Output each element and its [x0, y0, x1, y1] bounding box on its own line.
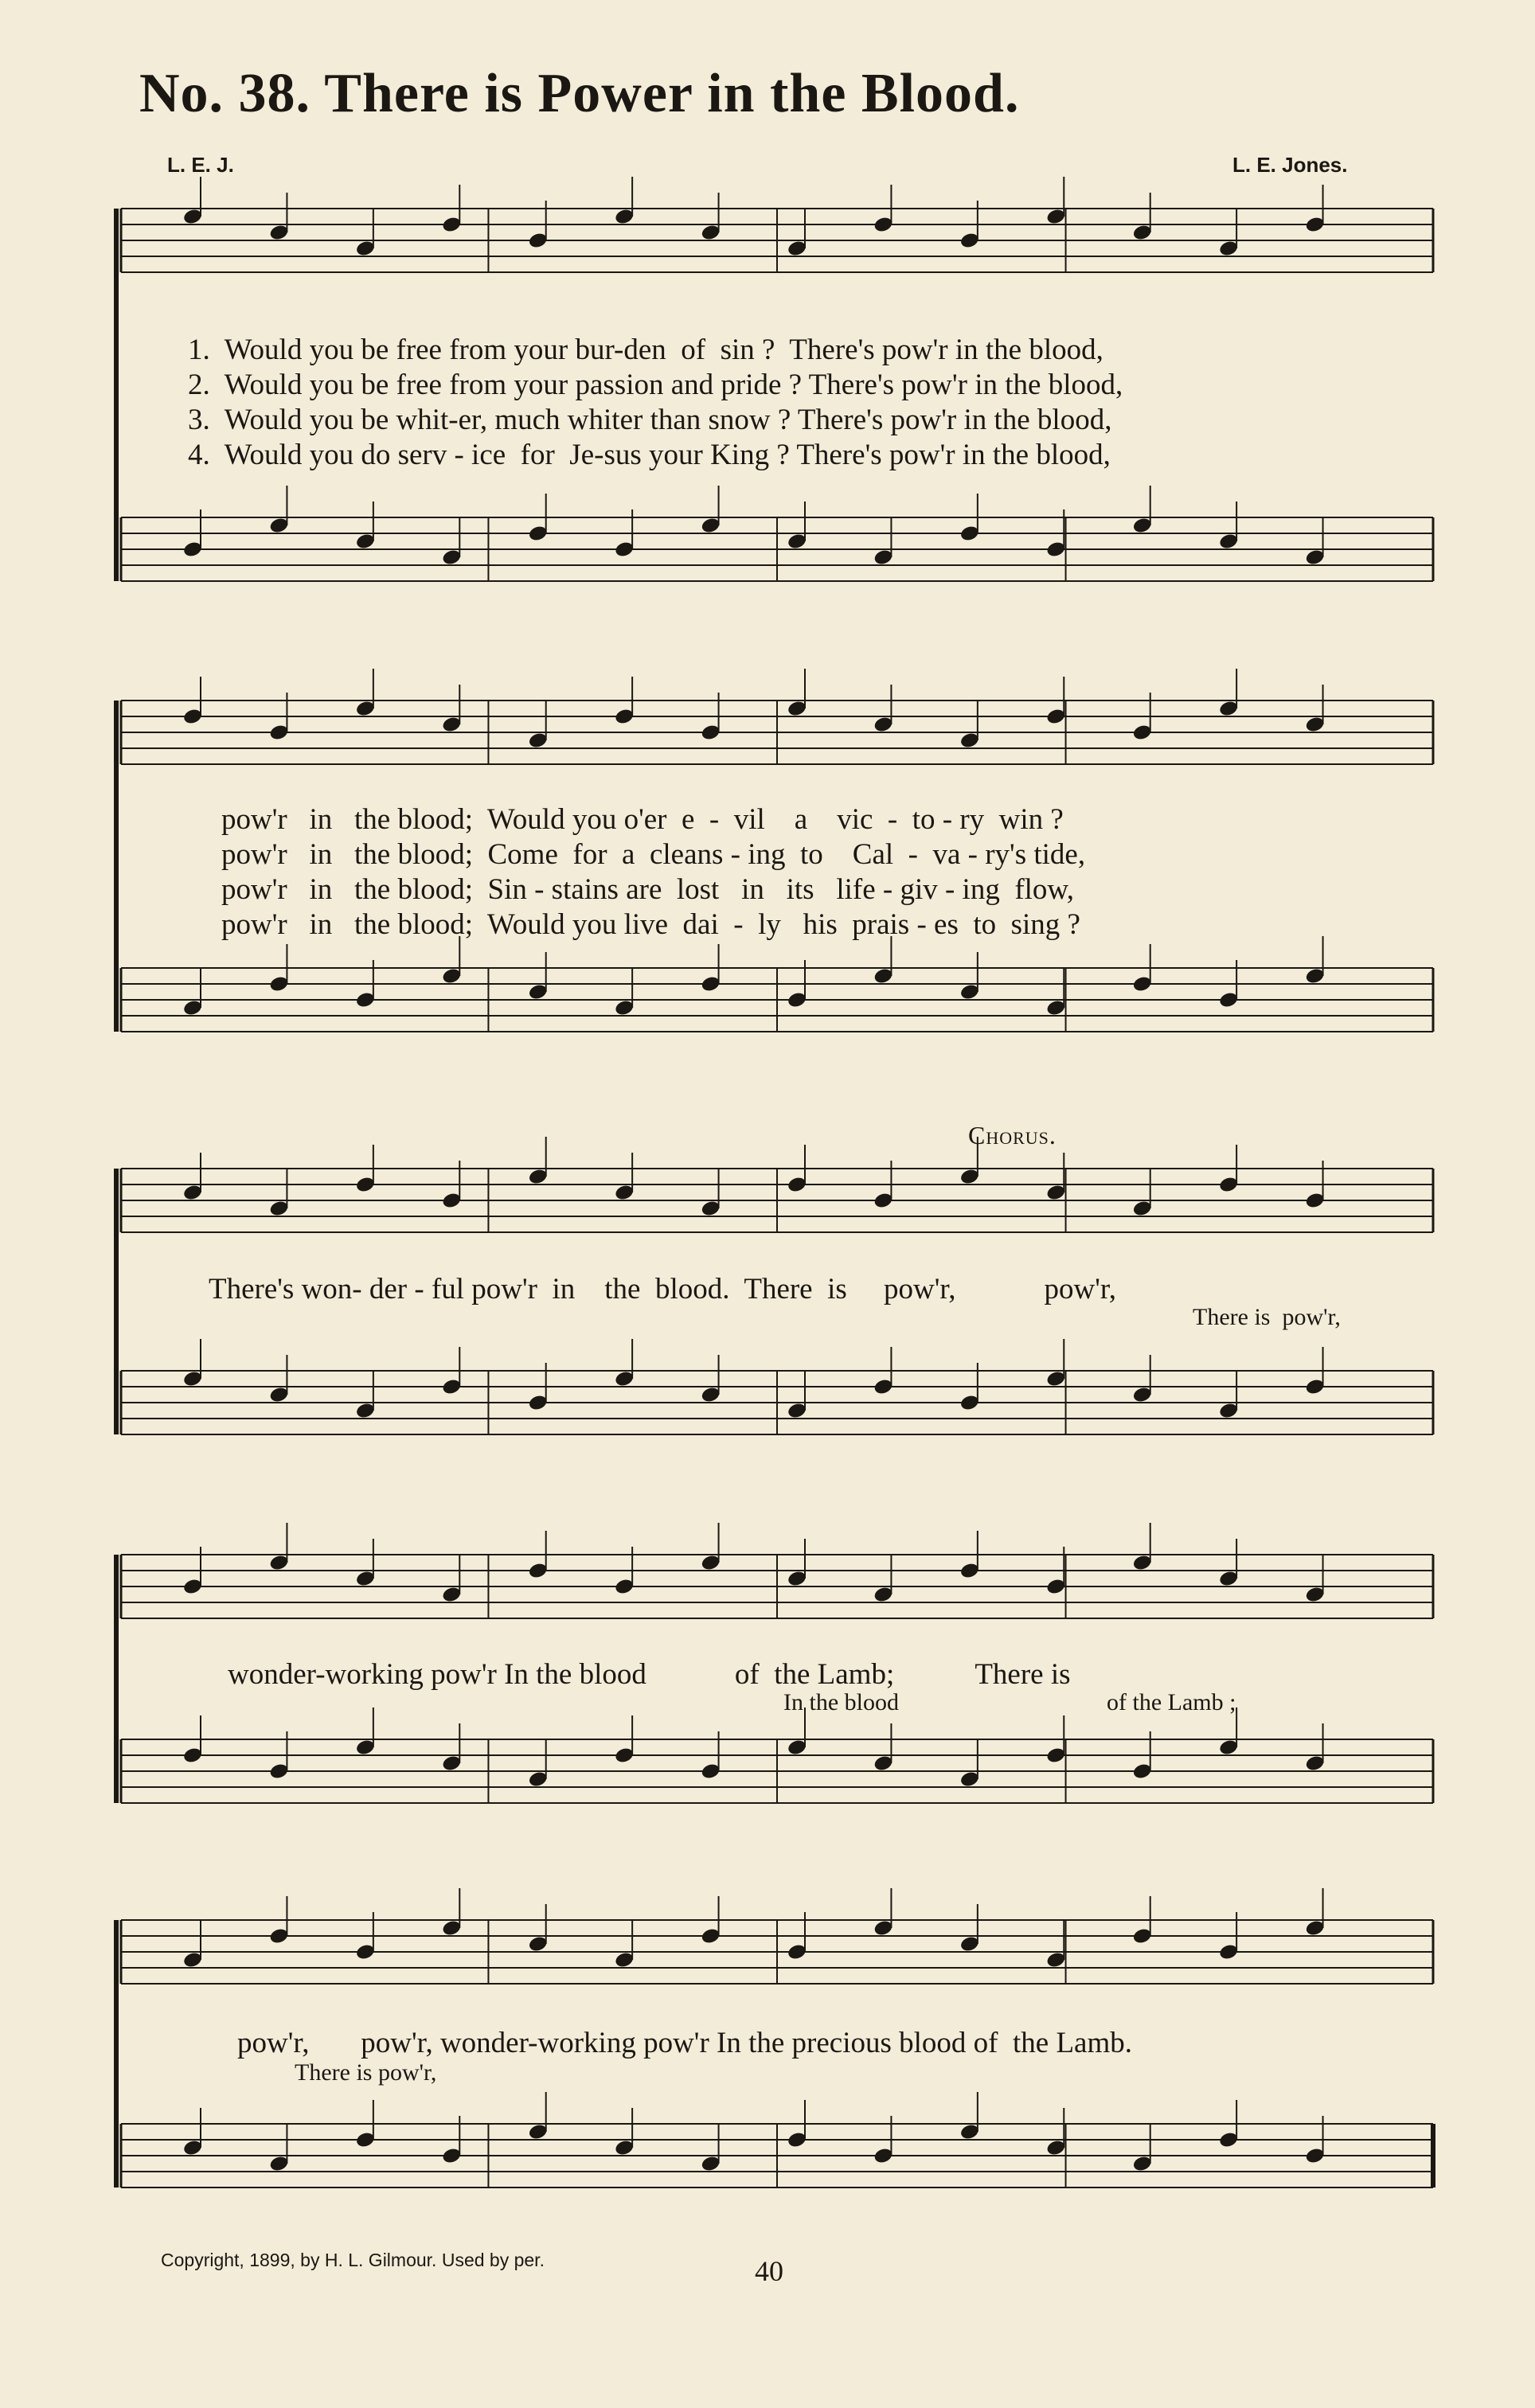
verse-3: 3. Would you be whit-er, much whiter than snow ? There's pow'r in the blood, [188, 404, 1112, 436]
chorus-line-2-bass-b: of the Lamb ; [1107, 1689, 1236, 1715]
verse-4: 4. Would you do serv - ice for Je-sus your King ? There's pow'r in the blood, [188, 439, 1111, 471]
verse-3-cont: pow'r in the blood; Sin - stains are lost in its life - giv - ing flow, [221, 873, 1074, 906]
hymn-title: No. 38. There is Power in the Blood. [139, 63, 1020, 124]
verse-1-cont: pow'r in the blood; Would you o'er e - vil a vic - to - ry win ? [221, 803, 1064, 836]
note-heads [182, 177, 1326, 2172]
page-number: 40 [755, 2255, 783, 2287]
chorus-label: Chorus. [968, 1121, 1057, 1149]
music-credit: L. E. Jones. [1232, 153, 1348, 177]
chorus-line-3: pow'r, pow'r, wonder-working pow'r In the precious blood of the Lamb. [237, 2027, 1133, 2059]
chorus-line-1: There's won- der - ful pow'r in the blood. There is pow'r, pow'r, [209, 1273, 1116, 1305]
chorus-line-2-bass-a: In the blood [783, 1689, 899, 1715]
chorus-line-2: wonder-working pow'r In the blood of the Lamb; There is [228, 1658, 1071, 1691]
staff-lines [116, 209, 1433, 2187]
verse-4-cont: pow'r in the blood; Would you live dai - ly his prais - es to sing ? [221, 908, 1080, 941]
verse-1: 1. Would you be free from your bur-den of sin ? There's pow'r in the blood, [188, 334, 1103, 366]
copyright-notice: Copyright, 1899, by H. L. Gilmour. Used by per. [161, 2250, 545, 2270]
chorus-line-1-bass: There is pow'r, [1193, 1304, 1341, 1330]
chorus-line-3-bass: There is pow'r, [295, 2059, 437, 2086]
verse-2-cont: pow'r in the blood; Come for a cleans - ing to Cal - va - ry's tide, [221, 838, 1086, 871]
words-credit: L. E. J. [167, 153, 234, 177]
verse-2: 2. Would you be free from your passion and pride ? There's pow'r in the blood, [188, 369, 1123, 401]
